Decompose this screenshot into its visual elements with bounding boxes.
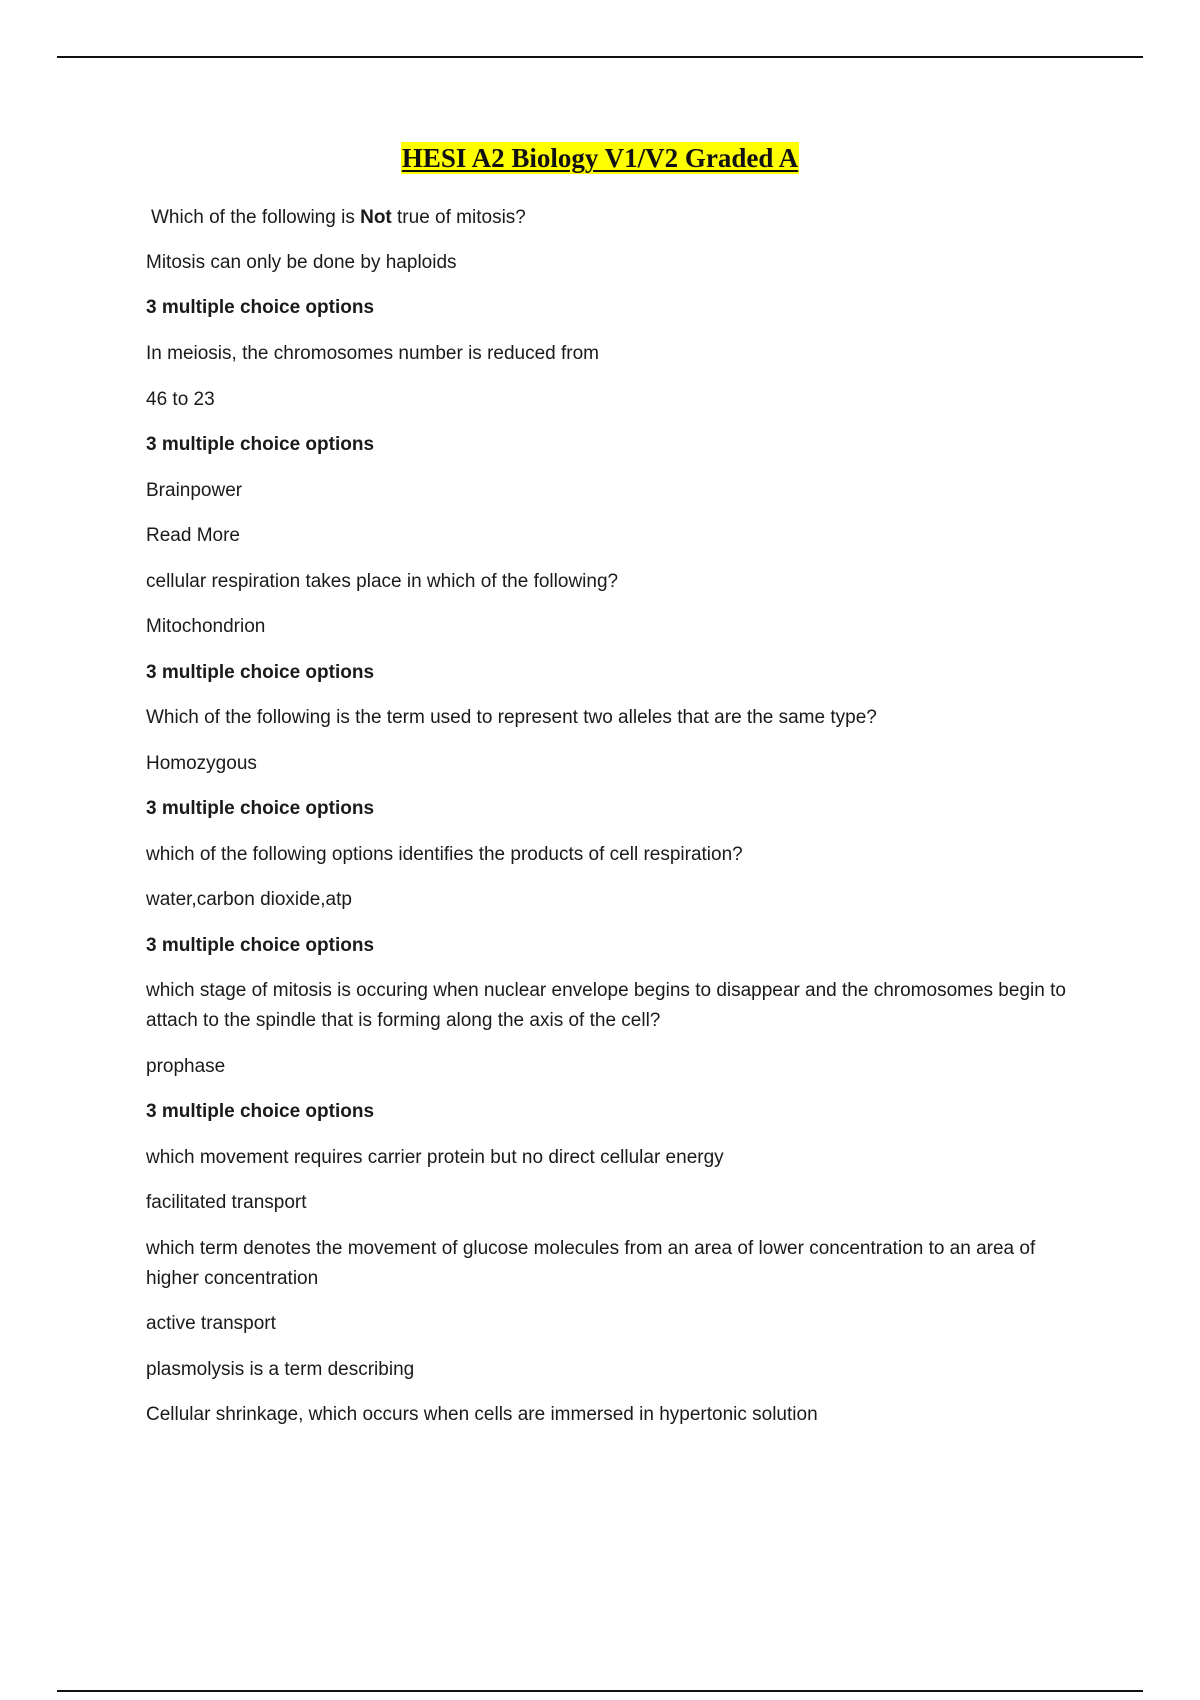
answer-text: 46 to 23: [146, 389, 215, 410]
answer-text: water,carbon dioxide,atp: [146, 889, 352, 910]
options-note: 3 multiple choice options: [146, 935, 375, 956]
brainpower-text: Brainpower: [146, 480, 243, 501]
question-text: plasmolysis is a term describing: [146, 1359, 415, 1380]
options-note: 3 multiple choice options: [146, 662, 375, 683]
question-text: which stage of mitosis is occuring when nuclear envelope begins to disappear and the chromosomes begin to attach to the spindle that is forming along the axis of the cell?: [146, 980, 1066, 1031]
question-emphasis: Not: [360, 207, 392, 228]
question-text: In meiosis, the chromosomes number is reduced from: [146, 343, 600, 364]
answer-text: Cellular shrinkage, which occurs when cells are immersed in hypertonic solution: [146, 1404, 818, 1425]
question-text: which of the following options identifies the products of cell respiration?: [146, 844, 743, 865]
read-more-text: Read More: [146, 525, 240, 546]
answer-text: active transport: [146, 1313, 276, 1334]
options-note: 3 multiple choice options: [146, 297, 375, 318]
question-text: Which of the following is the term used to represent two alleles that are the same type?: [146, 707, 877, 728]
options-note: 3 multiple choice options: [146, 1101, 375, 1122]
options-note: 3 multiple choice options: [146, 798, 375, 819]
answer-text: Mitochondrion: [146, 616, 266, 637]
top-rule: [57, 56, 1143, 58]
question-text-part: true of mitosis?: [391, 207, 526, 228]
question-text: which term denotes the movement of glucose molecules from an area of lower concentration to an area of higher concentration: [146, 1238, 1036, 1289]
answer-text: facilitated transport: [146, 1192, 307, 1213]
answer-text: Homozygous: [146, 753, 257, 774]
document-title: HESI A2 Biology V1/V2 Graded A: [401, 143, 799, 173]
answer-text: prophase: [146, 1056, 226, 1077]
question-text-part: Which of the following is: [151, 207, 361, 228]
question-text: cellular respiration takes place in which of the following?: [146, 571, 619, 592]
question-text: which movement requires carrier protein but no direct cellular energy: [146, 1147, 724, 1168]
bottom-rule: [57, 1690, 1143, 1692]
answer-text: Mitosis can only be done by haploids: [146, 252, 457, 273]
question-text: [151, 203, 1096, 233]
options-note: 3 multiple choice options: [146, 434, 375, 455]
title-container: [0, 142, 1200, 174]
